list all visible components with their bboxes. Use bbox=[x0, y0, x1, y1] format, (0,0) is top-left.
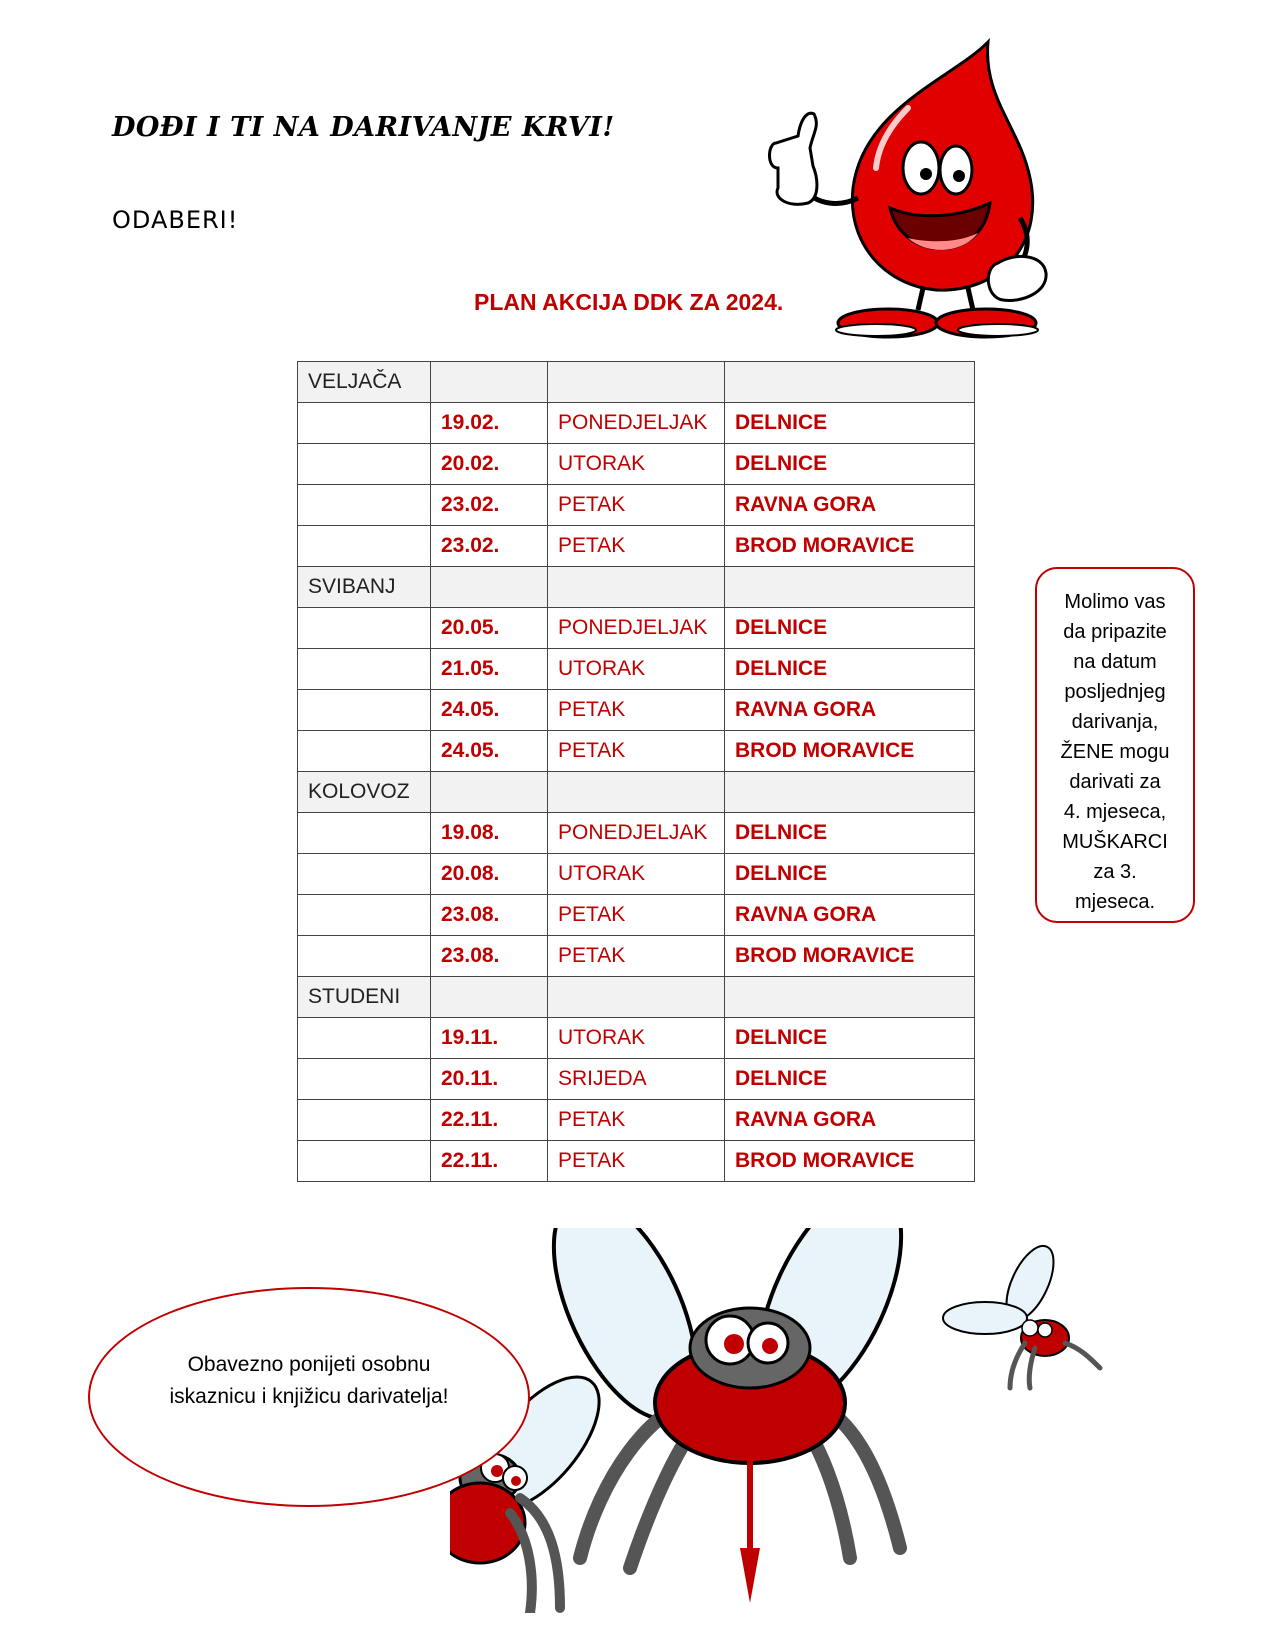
schedule-row bbox=[298, 1141, 975, 1182]
empty-cell bbox=[298, 895, 431, 936]
day-cell: PETAK bbox=[548, 690, 725, 731]
day-cell: PETAK bbox=[548, 1100, 725, 1141]
month-label: STUDENI bbox=[298, 977, 431, 1018]
date-cell: 20.05. bbox=[431, 608, 548, 649]
date-cell: 21.05. bbox=[431, 649, 548, 690]
note-line: mjeseca. bbox=[1074, 891, 1156, 913]
date-cell: 19.08. bbox=[431, 813, 548, 854]
location-cell: DELNICE bbox=[725, 854, 975, 895]
schedule-table bbox=[297, 361, 975, 1182]
empty-cell bbox=[725, 772, 975, 813]
month-label: VELJAČA bbox=[298, 362, 431, 403]
location-cell: RAVNA GORA bbox=[725, 485, 975, 526]
date-cell: 22.11. bbox=[431, 1100, 548, 1141]
note-line: darivati za bbox=[1069, 771, 1161, 793]
day-cell: PETAK bbox=[548, 485, 725, 526]
reminder-text: Obavezno ponijeti osobnu iskaznicu i knjižicu darivatelja! bbox=[169, 1353, 449, 1408]
day-cell: UTORAK bbox=[548, 649, 725, 690]
empty-cell bbox=[298, 485, 431, 526]
empty-cell bbox=[298, 608, 431, 649]
schedule-row bbox=[298, 731, 975, 772]
day-cell: PONEDJELJAK bbox=[548, 813, 725, 854]
empty-cell bbox=[298, 1141, 431, 1182]
empty-cell bbox=[548, 977, 725, 1018]
empty-cell bbox=[298, 936, 431, 977]
page-subtitle: ODABERI! bbox=[112, 206, 239, 234]
empty-cell bbox=[725, 362, 975, 403]
location-cell: DELNICE bbox=[725, 444, 975, 485]
day-cell: PETAK bbox=[548, 1141, 725, 1182]
empty-cell bbox=[298, 444, 431, 485]
empty-cell bbox=[548, 772, 725, 813]
empty-cell bbox=[431, 362, 548, 403]
date-cell: 19.11. bbox=[431, 1018, 548, 1059]
location-cell: DELNICE bbox=[725, 1059, 975, 1100]
schedule-row bbox=[298, 608, 975, 649]
date-cell: 24.05. bbox=[431, 731, 548, 772]
date-cell: 22.11. bbox=[431, 1141, 548, 1182]
day-cell: PETAK bbox=[548, 895, 725, 936]
schedule-row bbox=[298, 854, 975, 895]
note-line: za 3. bbox=[1093, 861, 1137, 883]
day-cell: PONEDJELJAK bbox=[548, 403, 725, 444]
empty-cell bbox=[298, 813, 431, 854]
date-cell: 23.02. bbox=[431, 485, 548, 526]
date-cell: 23.08. bbox=[431, 936, 548, 977]
day-cell: PETAK bbox=[548, 526, 725, 567]
empty-cell bbox=[298, 526, 431, 567]
empty-cell bbox=[548, 362, 725, 403]
day-cell: UTORAK bbox=[548, 1018, 725, 1059]
blood-drop-mascot-illustration bbox=[758, 38, 1098, 340]
page-title: DOĐI I TI NA DARIVANJE KRVI! bbox=[112, 112, 615, 143]
day-cell: SRIJEDA bbox=[548, 1059, 725, 1100]
month-row bbox=[298, 362, 975, 403]
note-line: ŽENE mogu bbox=[1060, 741, 1170, 763]
date-cell: 24.05. bbox=[431, 690, 548, 731]
schedule-row bbox=[298, 485, 975, 526]
mosquito-cartoon-illustration bbox=[450, 1228, 1120, 1613]
empty-cell bbox=[725, 977, 975, 1018]
date-cell: 23.08. bbox=[431, 895, 548, 936]
plan-heading: PLAN AKCIJA DDK ZA 2024. bbox=[474, 289, 784, 315]
day-cell: PETAK bbox=[548, 731, 725, 772]
date-cell: 19.02. bbox=[431, 403, 548, 444]
schedule-row bbox=[298, 690, 975, 731]
empty-cell bbox=[298, 403, 431, 444]
note-line: na datum bbox=[1073, 651, 1157, 673]
schedule-row bbox=[298, 444, 975, 485]
date-cell: 20.11. bbox=[431, 1059, 548, 1100]
note-line: 4. mjeseca, bbox=[1063, 801, 1167, 823]
schedule-row bbox=[298, 403, 975, 444]
location-cell: BROD MORAVICE bbox=[725, 936, 975, 977]
month-row bbox=[298, 772, 975, 813]
location-cell: BROD MORAVICE bbox=[725, 1141, 975, 1182]
schedule-row bbox=[298, 895, 975, 936]
schedule-row bbox=[298, 526, 975, 567]
empty-cell bbox=[298, 854, 431, 895]
location-cell: DELNICE bbox=[725, 813, 975, 854]
reminder-callout bbox=[88, 1287, 530, 1507]
empty-cell bbox=[431, 567, 548, 608]
day-cell: UTORAK bbox=[548, 854, 725, 895]
schedule-row bbox=[298, 1018, 975, 1059]
location-cell: RAVNA GORA bbox=[725, 690, 975, 731]
day-cell: UTORAK bbox=[548, 444, 725, 485]
empty-cell bbox=[548, 567, 725, 608]
note-line: da pripazite bbox=[1063, 621, 1167, 643]
schedule-row bbox=[298, 1059, 975, 1100]
empty-cell bbox=[431, 977, 548, 1018]
schedule-row bbox=[298, 1100, 975, 1141]
note-line: Molimo vas bbox=[1064, 591, 1166, 613]
empty-cell bbox=[298, 1018, 431, 1059]
schedule-row bbox=[298, 813, 975, 854]
location-cell: DELNICE bbox=[725, 649, 975, 690]
empty-cell bbox=[298, 731, 431, 772]
date-cell: 20.02. bbox=[431, 444, 548, 485]
month-row bbox=[298, 567, 975, 608]
empty-cell bbox=[298, 690, 431, 731]
empty-cell bbox=[298, 1059, 431, 1100]
month-label: KOLOVOZ bbox=[298, 772, 431, 813]
date-cell: 23.02. bbox=[431, 526, 548, 567]
location-cell: RAVNA GORA bbox=[725, 1100, 975, 1141]
location-cell: BROD MORAVICE bbox=[725, 731, 975, 772]
empty-cell bbox=[725, 567, 975, 608]
note-line: MUŠKARCI bbox=[1062, 831, 1168, 853]
location-cell: BROD MORAVICE bbox=[725, 526, 975, 567]
schedule-row bbox=[298, 649, 975, 690]
empty-cell bbox=[298, 1100, 431, 1141]
location-cell: RAVNA GORA bbox=[725, 895, 975, 936]
note-box bbox=[1035, 567, 1195, 923]
day-cell: PONEDJELJAK bbox=[548, 608, 725, 649]
location-cell: DELNICE bbox=[725, 608, 975, 649]
day-cell: PETAK bbox=[548, 936, 725, 977]
month-row bbox=[298, 977, 975, 1018]
schedule-row bbox=[298, 936, 975, 977]
location-cell: DELNICE bbox=[725, 403, 975, 444]
empty-cell bbox=[298, 649, 431, 690]
date-cell: 20.08. bbox=[431, 854, 548, 895]
location-cell: DELNICE bbox=[725, 1018, 975, 1059]
note-line: posljednjeg bbox=[1064, 681, 1166, 703]
note-line: darivanja, bbox=[1071, 711, 1159, 733]
empty-cell bbox=[431, 772, 548, 813]
month-label: SVIBANJ bbox=[298, 567, 431, 608]
